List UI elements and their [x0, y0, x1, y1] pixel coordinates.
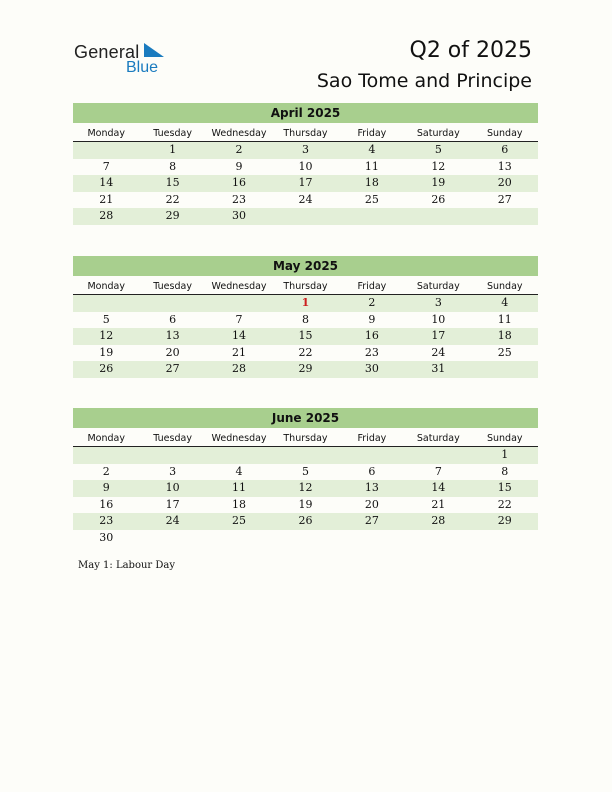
day-cell: 12 — [298, 481, 313, 494]
day-cell: 15 — [165, 176, 180, 189]
day-cell: 13 — [165, 329, 180, 342]
day-cell: 8 — [301, 312, 309, 326]
day-cell: 28 — [431, 514, 446, 527]
weekday-label: Saturday — [416, 433, 460, 444]
week-row — [73, 159, 538, 176]
day-cell: 23 — [232, 192, 247, 206]
day-cell: 26 — [431, 192, 446, 206]
day-cell: 6 — [501, 143, 509, 156]
day-cell: 14 — [431, 481, 446, 494]
day-cell: 9 — [102, 481, 110, 494]
day-cell: 22 — [497, 497, 512, 511]
day-cell — [472, 361, 538, 378]
week-row — [73, 328, 538, 345]
week-row — [73, 295, 538, 312]
weekday-label: Wednesday — [211, 433, 267, 444]
day-cell: 5 — [434, 143, 442, 156]
day-cell — [272, 208, 338, 225]
day-cell: 18 — [232, 497, 247, 511]
day-cell: 30 — [364, 362, 379, 375]
day-cell — [206, 295, 272, 312]
day-cell: 29 — [165, 209, 180, 222]
generalblue-logo — [74, 42, 174, 78]
day-cell: 5 — [102, 312, 110, 326]
weekday-header-row — [73, 279, 538, 295]
day-cell: 29 — [298, 362, 313, 375]
weekday-label: Saturday — [416, 128, 460, 139]
weekday-header-row — [73, 126, 538, 142]
day-cell: 17 — [165, 497, 180, 511]
day-cell: 12 — [431, 159, 446, 173]
day-cell: 19 — [298, 497, 313, 511]
day-cell: 4 — [501, 296, 509, 309]
day-cell — [339, 530, 405, 547]
day-cell: 1 — [501, 448, 509, 461]
day-cell: 13 — [364, 481, 379, 494]
day-cell: 2 — [102, 464, 110, 478]
month-title: May 2025 — [73, 256, 538, 276]
week-row — [73, 175, 538, 192]
day-cell: 28 — [232, 362, 247, 375]
day-cell: 18 — [497, 329, 512, 342]
week-row — [73, 345, 538, 362]
weekday-label: Sunday — [486, 281, 523, 292]
day-cell: 18 — [364, 176, 379, 189]
day-cell: 12 — [99, 329, 114, 342]
week-row — [73, 361, 538, 378]
weekday-label: Friday — [357, 433, 387, 444]
month-calendar-april — [73, 103, 538, 225]
day-cell: 25 — [232, 514, 247, 527]
weekday-label: Friday — [357, 128, 387, 139]
day-cell: 15 — [497, 481, 512, 494]
day-cell: 13 — [497, 159, 512, 173]
month-calendar-june — [73, 408, 538, 546]
day-cell: 17 — [298, 176, 313, 189]
day-cell: 17 — [431, 329, 446, 342]
day-cell — [339, 447, 405, 464]
day-cell: 3 — [301, 143, 309, 156]
day-cell: 3 — [434, 296, 442, 309]
day-cell: 10 — [298, 159, 313, 173]
country-name: Sao Tome and Principe — [316, 70, 532, 92]
day-cell — [472, 530, 538, 547]
day-cell — [73, 142, 139, 159]
day-cell — [472, 208, 538, 225]
day-cell: 10 — [431, 312, 446, 326]
day-cell: 29 — [497, 514, 512, 527]
day-cell — [272, 530, 338, 547]
day-cell — [206, 447, 272, 464]
day-cell: 22 — [165, 192, 180, 206]
day-cell: 14 — [99, 176, 114, 189]
weekday-label: Saturday — [416, 281, 460, 292]
day-cell — [139, 295, 205, 312]
day-cell: 23 — [364, 345, 379, 359]
day-cell: 24 — [298, 192, 313, 206]
day-cell — [73, 447, 139, 464]
day-cell: 9 — [368, 312, 376, 326]
day-cell: 30 — [99, 530, 114, 544]
logo-text-general: General — [74, 42, 140, 62]
day-cell: 28 — [99, 209, 114, 222]
weekday-label: Monday — [87, 281, 125, 292]
logo-text-blue: Blue — [126, 59, 159, 76]
day-cell: 22 — [298, 345, 313, 359]
day-cell: 25 — [497, 345, 512, 359]
day-cell: 1 — [169, 143, 177, 156]
weekday-label: Sunday — [486, 128, 523, 139]
day-cell: 21 — [431, 497, 446, 511]
day-cell: 26 — [298, 514, 313, 527]
weekday-label: Thursday — [283, 281, 328, 292]
day-cell — [139, 530, 205, 547]
day-cell: 25 — [364, 192, 379, 206]
day-cell — [139, 447, 205, 464]
page-title: Q2 of 2025 — [409, 38, 532, 63]
day-cell — [339, 208, 405, 225]
week-row — [73, 312, 538, 329]
day-cell: 27 — [165, 362, 180, 375]
day-cell: 2 — [368, 296, 376, 309]
day-cell: 5 — [301, 464, 309, 478]
weekday-label: Thursday — [283, 128, 328, 139]
day-cell: 20 — [165, 345, 180, 359]
weekday-label: Wednesday — [211, 281, 267, 292]
weekday-label: Monday — [87, 433, 125, 444]
day-cell: 3 — [169, 464, 177, 478]
day-cell: 30 — [232, 209, 247, 222]
day-cell: 27 — [364, 514, 379, 527]
day-cell — [405, 208, 471, 225]
weekday-label: Thursday — [283, 433, 328, 444]
day-cell: 11 — [232, 481, 247, 494]
day-cell: 21 — [232, 345, 247, 359]
holiday-note: May 1: Labour Day — [78, 560, 175, 571]
day-cell — [272, 447, 338, 464]
day-cell: 8 — [169, 159, 177, 173]
week-row — [73, 497, 538, 514]
day-cell: 16 — [99, 497, 114, 511]
day-cell: 7 — [235, 312, 243, 326]
weekday-label: Tuesday — [153, 128, 192, 139]
month-calendar-may — [73, 256, 538, 378]
weekday-label: Tuesday — [153, 433, 192, 444]
day-cell: 19 — [431, 176, 446, 189]
day-cell: 24 — [431, 345, 446, 359]
day-cell: 4 — [235, 464, 243, 478]
day-cell: 11 — [497, 312, 512, 326]
month-title: April 2025 — [73, 103, 538, 123]
day-cell — [206, 530, 272, 547]
week-row — [73, 530, 538, 547]
day-cell: 6 — [169, 312, 177, 326]
day-cell: 21 — [99, 192, 114, 206]
day-cell: 4 — [368, 143, 376, 156]
day-cell — [405, 447, 471, 464]
day-cell: 20 — [497, 176, 512, 189]
day-cell: 9 — [235, 159, 243, 173]
week-row — [73, 513, 538, 530]
logo-triangle-icon — [142, 43, 164, 60]
week-row — [73, 480, 538, 497]
day-cell: 6 — [368, 464, 376, 478]
week-row — [73, 192, 538, 209]
month-title: June 2025 — [73, 408, 538, 428]
week-row — [73, 447, 538, 464]
weekday-label: Tuesday — [153, 281, 192, 292]
day-cell: 14 — [232, 329, 247, 342]
day-cell: 26 — [99, 362, 114, 375]
weekday-label: Monday — [87, 128, 125, 139]
weekday-header-row — [73, 431, 538, 447]
day-cell: 8 — [501, 464, 509, 478]
holiday-day-cell: 1 — [301, 296, 310, 309]
day-cell: 7 — [434, 464, 442, 478]
weekday-label: Wednesday — [211, 128, 267, 139]
week-row — [73, 208, 538, 225]
weekday-label: Friday — [357, 281, 387, 292]
day-cell: 10 — [165, 481, 180, 494]
day-cell: 20 — [364, 497, 379, 511]
week-row — [73, 464, 538, 481]
day-cell: 15 — [298, 329, 313, 342]
day-cell — [405, 530, 471, 547]
day-cell: 24 — [165, 514, 180, 527]
day-cell — [73, 295, 139, 312]
day-cell: 7 — [102, 159, 110, 173]
week-row — [73, 142, 538, 159]
day-cell: 19 — [99, 345, 114, 359]
day-cell: 2 — [235, 143, 243, 156]
day-cell: 11 — [364, 159, 379, 173]
day-cell: 16 — [364, 329, 379, 342]
day-cell: 23 — [99, 514, 114, 527]
day-cell: 27 — [497, 192, 512, 206]
weekday-label: Sunday — [486, 433, 523, 444]
day-cell: 31 — [431, 362, 446, 375]
day-cell: 16 — [232, 176, 247, 189]
